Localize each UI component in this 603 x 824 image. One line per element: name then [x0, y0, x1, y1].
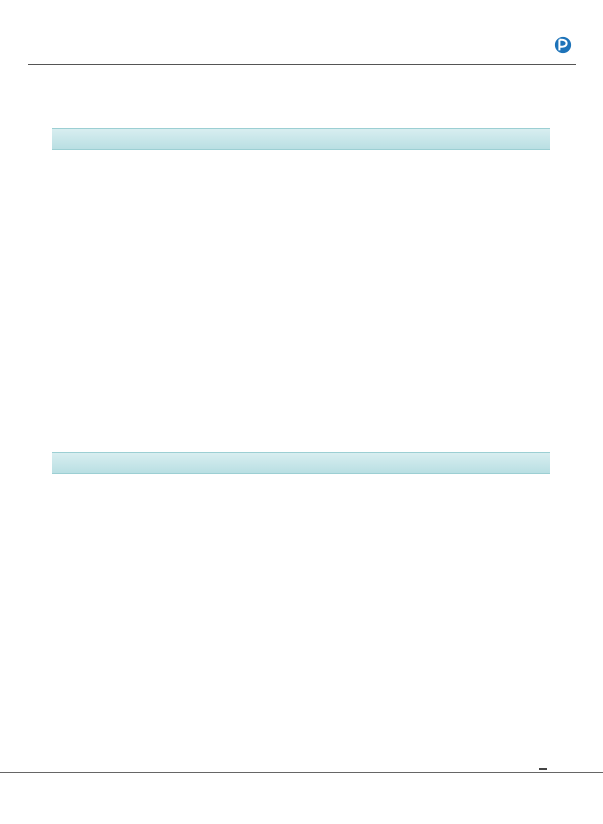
page-header: [28, 40, 576, 65]
page-number: [539, 768, 547, 770]
performance-chart-900qz: [320, 486, 550, 671]
logo-icon: [554, 36, 572, 54]
section-title-band: [52, 128, 550, 150]
section-800qz: [52, 128, 550, 150]
performance-chart-800qz: [306, 160, 552, 350]
footer-rule: [0, 772, 603, 773]
brand-logo: [554, 36, 576, 54]
section-title-band: [52, 452, 550, 474]
section-900qz: [52, 452, 550, 474]
